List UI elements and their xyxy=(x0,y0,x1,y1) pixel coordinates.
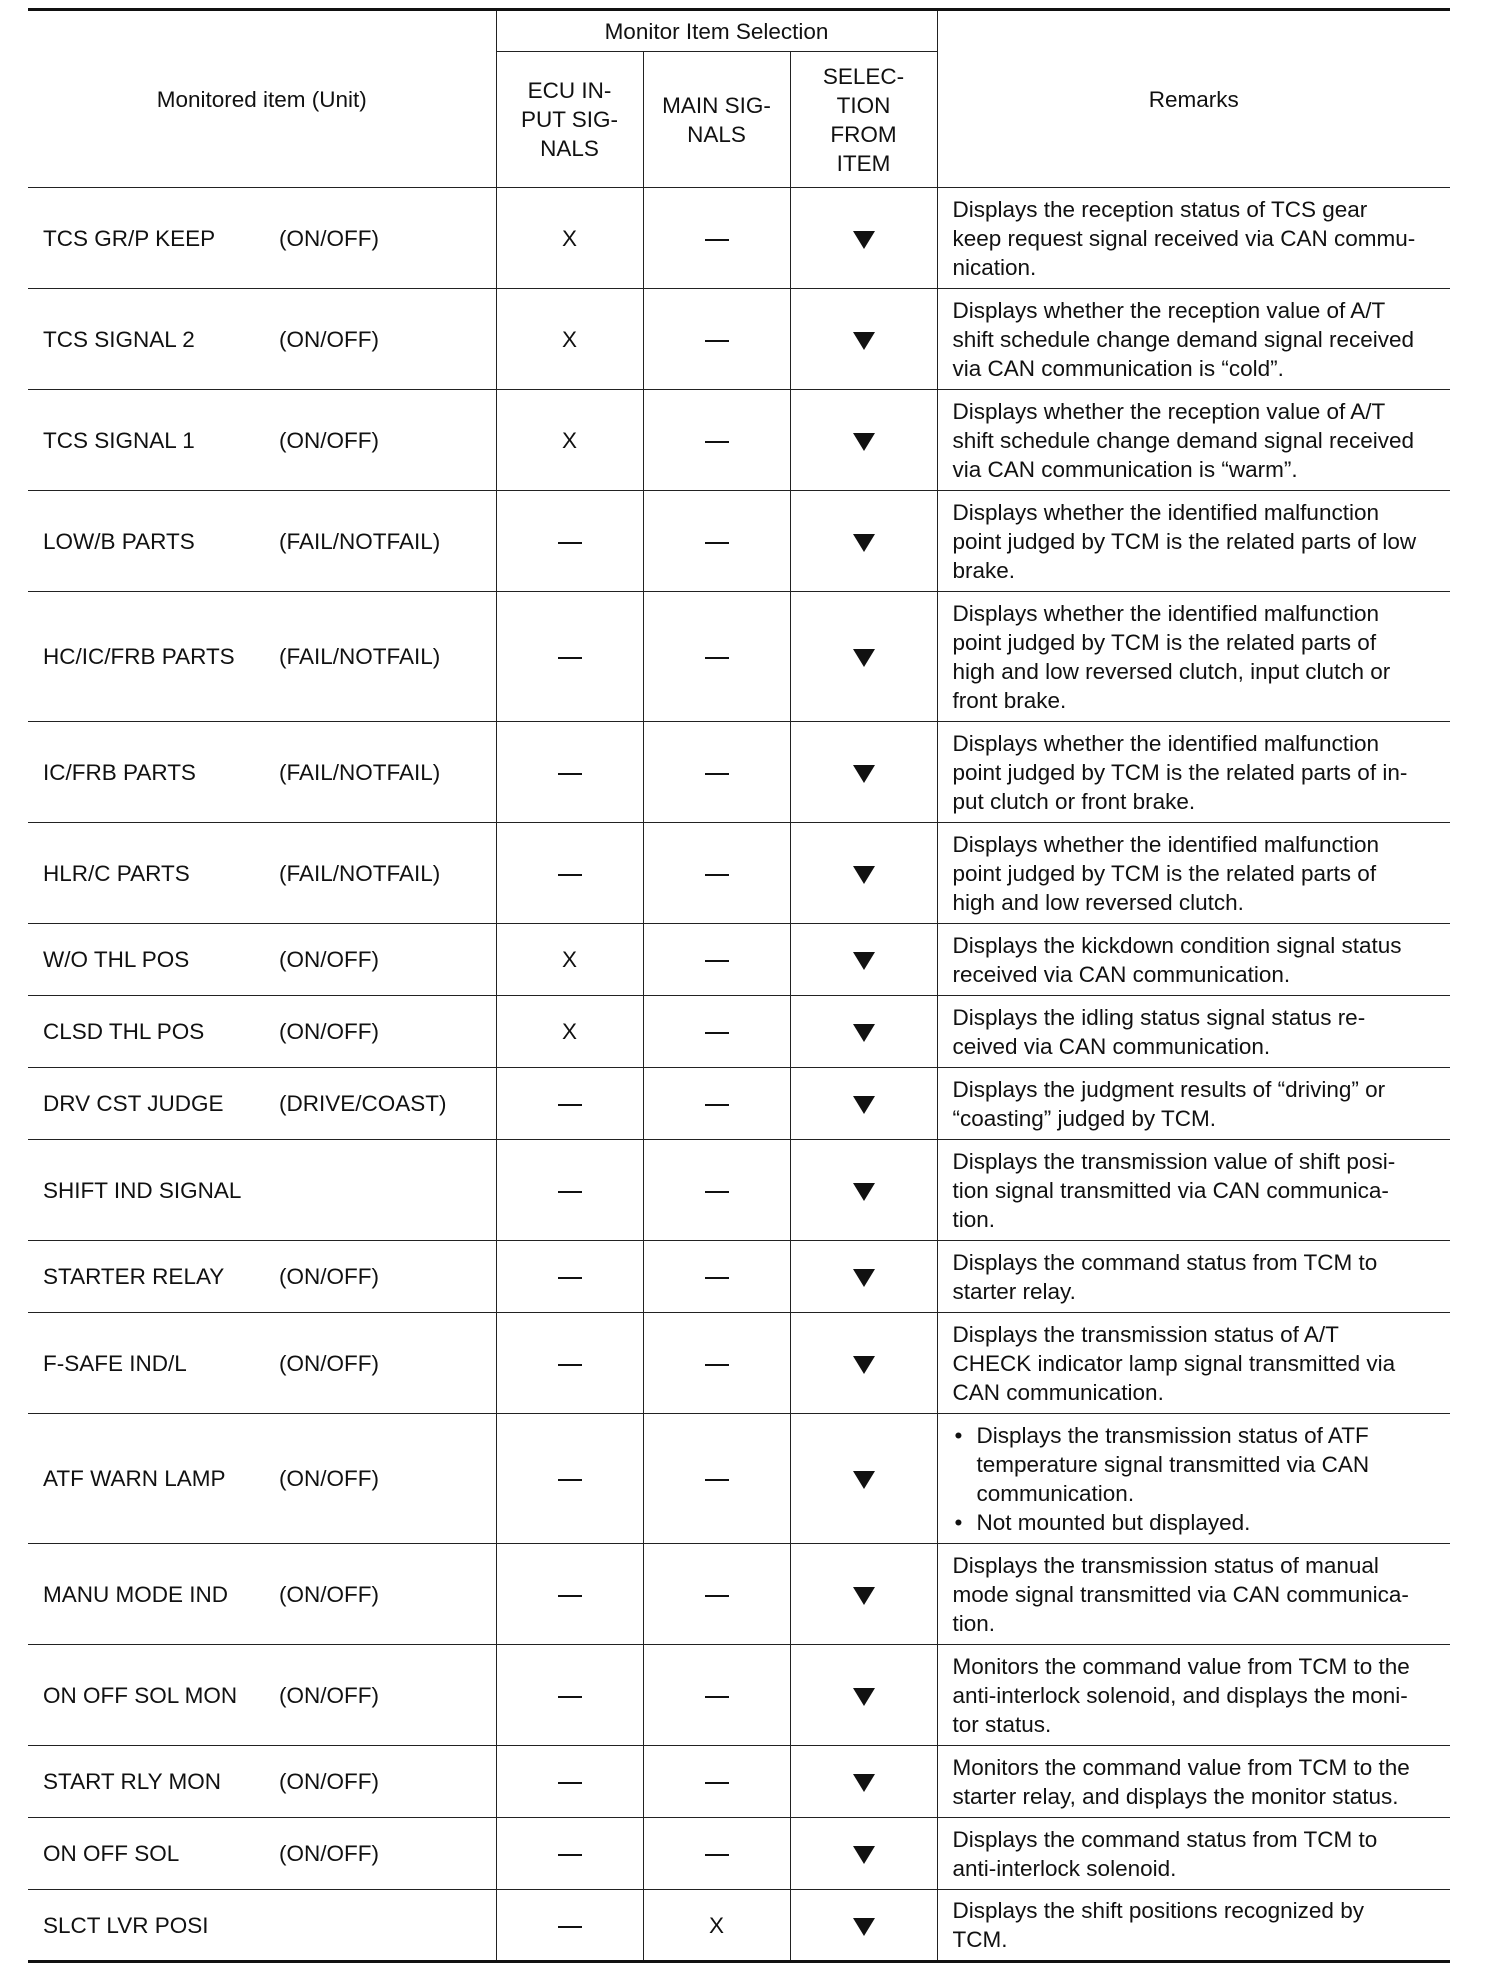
dash-icon xyxy=(705,1595,729,1597)
dash-icon xyxy=(705,1854,729,1856)
main-signal-cell xyxy=(643,1818,790,1890)
dash-icon xyxy=(705,1364,729,1366)
remarks-line: point judged by TCM is the related parts of xyxy=(952,629,1377,655)
remarks-bullet: • Displays the transmission status of ATF temperature signal transmitted via CAN communication. xyxy=(953,1421,1439,1508)
header-line: ECU IN- xyxy=(527,78,612,103)
remarks-cell xyxy=(937,1544,1450,1645)
remarks-line: nication. xyxy=(952,254,1037,280)
ecu-input-cell xyxy=(496,1241,643,1313)
dash-icon xyxy=(558,1104,582,1106)
item-name: CLSD THL POS xyxy=(43,1019,205,1044)
selection-cell xyxy=(790,924,937,996)
remarks-cell xyxy=(937,1068,1450,1140)
remarks-line: Displays the command status from TCM to xyxy=(952,1249,1378,1275)
item-name: W/O THL POS xyxy=(43,947,190,972)
monitored-item-cell xyxy=(28,996,496,1068)
table-row xyxy=(28,188,1450,289)
triangle-down-icon xyxy=(853,952,875,970)
item-unit: (FAIL/NOTFAIL) xyxy=(279,860,441,886)
triangle-down-icon xyxy=(853,1774,875,1792)
table-row xyxy=(28,1140,1450,1241)
selection-cell xyxy=(790,722,937,823)
item-name: TCS SIGNAL 1 xyxy=(43,427,195,453)
main-signal-cell xyxy=(643,722,790,823)
main-signal-cell xyxy=(643,996,790,1068)
dash-icon xyxy=(705,1191,729,1193)
remarks-cell xyxy=(937,1241,1450,1313)
item-unit: (ON/OFF) xyxy=(279,1019,379,1044)
remarks-cell xyxy=(937,722,1450,823)
table-row xyxy=(28,1544,1450,1645)
ecu-input-cell xyxy=(496,1746,643,1818)
monitored-item-cell xyxy=(28,289,496,390)
item-unit: (ON/OFF) xyxy=(279,1841,379,1866)
dash-icon xyxy=(705,960,729,962)
selection-cell xyxy=(790,1890,937,1962)
remarks-line: anti-interlock solenoid. xyxy=(952,1855,1177,1881)
remarks-line: Displays the transmission status of manual xyxy=(952,1552,1379,1578)
remarks-line: Displays whether the reception value of A/T xyxy=(952,297,1386,323)
remarks-line: Displays the shift positions recognized by xyxy=(952,1898,1364,1923)
item-unit: (FAIL/NOTFAIL) xyxy=(279,759,441,785)
remarks-line: Displays whether the identified malfunction xyxy=(952,600,1379,626)
selection-cell xyxy=(790,1645,937,1746)
dash-icon xyxy=(705,1479,729,1481)
mark-x: X xyxy=(561,947,577,972)
header-monitored-item: Monitored item (Unit) xyxy=(28,10,496,188)
dash-icon xyxy=(705,542,729,544)
triangle-down-icon xyxy=(853,534,875,552)
monitored-item-cell xyxy=(28,823,496,924)
remarks-cell xyxy=(937,592,1450,722)
mark-x: X xyxy=(561,225,577,251)
remarks-list xyxy=(953,1421,1439,1537)
dash-icon xyxy=(705,239,729,241)
dash-icon xyxy=(558,1926,582,1928)
ecu-input-cell xyxy=(496,1544,643,1645)
remarks-line: shift schedule change demand signal received xyxy=(952,427,1415,453)
mark-x: X xyxy=(561,1019,577,1044)
header-ecu-input-signals xyxy=(496,52,643,188)
triangle-down-icon xyxy=(853,1587,875,1605)
item-unit: (ON/OFF) xyxy=(279,1769,379,1794)
item-name: TCS SIGNAL 2 xyxy=(43,326,195,352)
remarks-line: Displays the transmission value of shift posi- xyxy=(952,1148,1396,1174)
remarks-line: CAN communication. xyxy=(952,1379,1164,1405)
remarks-line: starter relay. xyxy=(952,1278,1076,1304)
monitored-item-cell xyxy=(28,188,496,289)
remarks-line: put clutch or front brake. xyxy=(952,788,1196,814)
remarks-cell xyxy=(937,924,1450,996)
table-row xyxy=(28,1890,1450,1962)
triangle-down-icon xyxy=(853,332,875,350)
item-unit: (ON/OFF) xyxy=(279,427,379,453)
remarks-line: Displays the idling status signal status re- xyxy=(952,1004,1366,1030)
remarks-line: point judged by TCM is the related parts of in- xyxy=(952,759,1408,785)
ecu-input-cell xyxy=(496,1818,643,1890)
table-row xyxy=(28,823,1450,924)
item-name: IC/FRB PARTS xyxy=(43,759,196,785)
selection-cell xyxy=(790,1313,937,1414)
dash-icon xyxy=(705,1104,729,1106)
remarks-line: via CAN communication is “warm”. xyxy=(952,456,1298,482)
header-selection-from-item xyxy=(790,52,937,188)
dash-icon xyxy=(558,1277,582,1279)
item-name: HLR/C PARTS xyxy=(43,860,190,886)
remarks-cell xyxy=(937,1818,1450,1890)
main-signal-cell xyxy=(643,1241,790,1313)
remarks-cell xyxy=(937,1414,1450,1544)
dash-icon xyxy=(558,1479,582,1481)
remarks-line: anti-interlock solenoid, and displays the moni- xyxy=(952,1682,1408,1708)
remarks-cell xyxy=(937,491,1450,592)
header-line: TION xyxy=(836,92,891,118)
remarks-line: high and low reversed clutch, input clutch or xyxy=(952,658,1391,684)
selection-cell xyxy=(790,1068,937,1140)
selection-cell xyxy=(790,390,937,491)
dash-icon xyxy=(705,340,729,342)
selection-cell xyxy=(790,996,937,1068)
main-signal-cell xyxy=(643,1313,790,1414)
triangle-down-icon xyxy=(853,231,875,249)
remarks-line: Displays whether the identified malfunction xyxy=(952,831,1379,857)
table-row xyxy=(28,722,1450,823)
remarks-cell xyxy=(937,390,1450,491)
main-signal-cell xyxy=(643,1140,790,1241)
selection-cell xyxy=(790,592,937,722)
item-unit: (FAIL/NOTFAIL) xyxy=(279,528,441,554)
item-name: ON OFF SOL MON xyxy=(43,1682,238,1708)
item-unit: (FAIL/NOTFAIL) xyxy=(279,644,441,669)
mark-x: X xyxy=(561,326,577,352)
header-line: MAIN SIG- xyxy=(662,92,771,118)
selection-cell xyxy=(790,289,937,390)
dash-icon xyxy=(705,1696,729,1698)
remarks-line: Monitors the command value from TCM to the xyxy=(952,1754,1410,1780)
remarks-cell xyxy=(937,1890,1450,1962)
remarks-line: Displays whether the reception value of A/T xyxy=(952,398,1386,424)
monitored-item-cell xyxy=(28,1544,496,1645)
selection-cell xyxy=(790,1414,937,1544)
remarks-cell xyxy=(937,1313,1450,1414)
ecu-input-cell xyxy=(496,996,643,1068)
ecu-input-cell xyxy=(496,1414,643,1544)
selection-cell xyxy=(790,1818,937,1890)
item-name: DRV CST JUDGE xyxy=(43,1091,224,1116)
monitored-item-cell xyxy=(28,1241,496,1313)
table-body xyxy=(28,188,1450,1962)
remarks-line: Displays the transmission status of A/T xyxy=(952,1321,1339,1347)
main-signal-cell xyxy=(643,1890,790,1962)
main-signal-cell xyxy=(643,1645,790,1746)
remarks-line: front brake. xyxy=(952,687,1067,713)
main-signal-cell xyxy=(643,592,790,722)
item-unit: (ON/OFF) xyxy=(279,326,379,352)
dash-icon xyxy=(558,1595,582,1597)
selection-cell xyxy=(790,1140,937,1241)
main-signal-cell xyxy=(643,390,790,491)
table-row xyxy=(28,1068,1450,1140)
remarks-line: ceived via CAN communication. xyxy=(952,1033,1271,1059)
remarks-line: keep request signal received via CAN commu- xyxy=(952,225,1416,251)
ecu-input-cell xyxy=(496,1068,643,1140)
dash-icon xyxy=(705,773,729,775)
remarks-line: point judged by TCM is the related parts of xyxy=(952,860,1377,886)
header-remarks: Remarks xyxy=(937,10,1450,188)
triangle-down-icon xyxy=(853,1183,875,1201)
header-line: PUT SIG- xyxy=(520,107,619,132)
table-row xyxy=(28,1746,1450,1818)
main-signal-cell xyxy=(643,491,790,592)
triangle-down-icon xyxy=(853,1846,875,1864)
item-unit: (ON/OFF) xyxy=(279,1350,379,1376)
item-name: MANU MODE IND xyxy=(43,1581,228,1607)
table-row xyxy=(28,924,1450,996)
ecu-input-cell xyxy=(496,722,643,823)
remarks-line: shift schedule change demand signal received xyxy=(952,326,1415,352)
mark-x: X xyxy=(708,1912,724,1938)
triangle-down-icon xyxy=(853,649,875,667)
header-line: FROM xyxy=(830,121,897,147)
ecu-input-cell xyxy=(496,390,643,491)
dash-icon xyxy=(705,657,729,659)
item-name: LOW/B PARTS xyxy=(43,528,195,554)
table-row xyxy=(28,491,1450,592)
remarks-line: Displays the command status from TCM to xyxy=(952,1826,1378,1852)
header-monitor-item-selection: Monitor Item Selection xyxy=(496,10,937,52)
remarks-cell xyxy=(937,1746,1450,1818)
remarks-line: “coasting” judged by TCM. xyxy=(952,1105,1216,1131)
ecu-input-cell xyxy=(496,188,643,289)
main-signal-cell xyxy=(643,1746,790,1818)
triangle-down-icon xyxy=(853,765,875,783)
triangle-down-icon xyxy=(853,1688,875,1706)
main-signal-cell xyxy=(643,289,790,390)
remarks-line: tor status. xyxy=(952,1711,1052,1737)
monitored-item-cell xyxy=(28,722,496,823)
item-unit: (DRIVE/COAST) xyxy=(279,1091,447,1116)
item-unit: (ON/OFF) xyxy=(279,225,379,251)
remarks-line: tion. xyxy=(952,1610,996,1636)
item-unit: (ON/OFF) xyxy=(279,1581,379,1607)
monitored-item-cell xyxy=(28,1313,496,1414)
monitored-item-cell xyxy=(28,1414,496,1544)
remarks-line: brake. xyxy=(952,557,1016,583)
dash-icon xyxy=(558,1854,582,1856)
ecu-input-cell xyxy=(496,1140,643,1241)
main-signal-cell xyxy=(643,1544,790,1645)
ecu-input-cell xyxy=(496,924,643,996)
monitored-item-cell xyxy=(28,1645,496,1746)
remarks-cell xyxy=(937,289,1450,390)
table-row xyxy=(28,390,1450,491)
remarks-line: point judged by TCM is the related parts of low xyxy=(952,528,1417,554)
item-unit: (ON/OFF) xyxy=(279,1466,379,1491)
triangle-down-icon xyxy=(853,433,875,451)
main-signal-cell xyxy=(643,188,790,289)
ecu-input-cell xyxy=(496,1645,643,1746)
selection-cell xyxy=(790,188,937,289)
item-name: HC/IC/FRB PARTS xyxy=(43,644,235,669)
monitored-item-cell xyxy=(28,1890,496,1962)
dash-icon xyxy=(705,874,729,876)
remarks-line: CHECK indicator lamp signal transmitted via xyxy=(952,1350,1396,1376)
remarks-cell xyxy=(937,823,1450,924)
ecu-input-cell xyxy=(496,289,643,390)
header-line: ITEM xyxy=(836,150,891,176)
remarks-line: Displays whether the identified malfunction xyxy=(952,730,1379,756)
dash-icon xyxy=(558,657,582,659)
header-line: NALS xyxy=(687,121,746,147)
remarks-bullet: • Not mounted but displayed. xyxy=(953,1508,1439,1537)
remarks-line: received via CAN communication. xyxy=(952,961,1291,987)
remarks-cell xyxy=(937,1645,1450,1746)
table-row xyxy=(28,1818,1450,1890)
header-line: NALS xyxy=(540,136,599,161)
monitored-item-cell xyxy=(28,390,496,491)
remarks-line: tion. xyxy=(952,1206,996,1232)
table-row xyxy=(28,1313,1450,1414)
dash-icon xyxy=(558,874,582,876)
table-row xyxy=(28,1241,1450,1313)
selection-cell xyxy=(790,1241,937,1313)
remarks-line: starter relay, and displays the monitor status. xyxy=(952,1783,1399,1809)
remarks-line: Displays whether the identified malfunction xyxy=(952,499,1379,525)
selection-cell xyxy=(790,1746,937,1818)
mark-x: X xyxy=(561,427,577,453)
monitored-item-cell xyxy=(28,924,496,996)
remarks-line: tion signal transmitted via CAN communica- xyxy=(952,1177,1389,1203)
item-name: ON OFF SOL xyxy=(43,1841,180,1866)
triangle-down-icon xyxy=(853,1096,875,1114)
dash-icon xyxy=(558,542,582,544)
monitored-item-cell xyxy=(28,1746,496,1818)
triangle-down-icon xyxy=(853,866,875,884)
table-row xyxy=(28,996,1450,1068)
table-row xyxy=(28,592,1450,722)
monitored-item-cell xyxy=(28,1068,496,1140)
triangle-down-icon xyxy=(853,1269,875,1287)
triangle-down-icon xyxy=(853,1471,875,1489)
remarks-line: Displays the judgment results of “driving” or xyxy=(952,1076,1386,1102)
remarks-line: via CAN communication is “cold”. xyxy=(952,355,1284,381)
item-name: SLCT LVR POSI xyxy=(43,1912,209,1938)
ecu-input-cell xyxy=(496,1313,643,1414)
dash-icon xyxy=(558,1364,582,1366)
remarks-line: TCM. xyxy=(952,1927,1008,1952)
item-unit: (ON/OFF) xyxy=(279,947,379,972)
dash-icon xyxy=(705,1277,729,1279)
remarks-cell xyxy=(937,1140,1450,1241)
dash-icon xyxy=(558,1782,582,1784)
item-name: STARTER RELAY xyxy=(43,1264,225,1289)
selection-cell xyxy=(790,1544,937,1645)
ecu-input-cell xyxy=(496,823,643,924)
triangle-down-icon xyxy=(853,1024,875,1042)
item-name: F-SAFE IND/L xyxy=(43,1350,187,1376)
item-name: TCS GR/P KEEP xyxy=(43,225,216,251)
dash-icon xyxy=(558,773,582,775)
item-unit: (ON/OFF) xyxy=(279,1682,379,1708)
selection-cell xyxy=(790,823,937,924)
item-name: SHIFT IND SIGNAL xyxy=(43,1177,242,1203)
monitored-item-cell xyxy=(28,592,496,722)
ecu-input-cell xyxy=(496,491,643,592)
table-row xyxy=(28,289,1450,390)
remarks-line: Monitors the command value from TCM to the xyxy=(952,1653,1410,1679)
remarks-cell xyxy=(937,188,1450,289)
header-line: SELEC- xyxy=(822,63,905,89)
selection-cell xyxy=(790,491,937,592)
dash-icon xyxy=(558,1696,582,1698)
dash-icon xyxy=(705,441,729,443)
dash-icon xyxy=(705,1782,729,1784)
dash-icon xyxy=(558,1191,582,1193)
main-signal-cell xyxy=(643,924,790,996)
header-main-signals xyxy=(643,52,790,188)
main-signal-cell xyxy=(643,1414,790,1544)
item-unit: (ON/OFF) xyxy=(279,1264,379,1289)
item-name: ATF WARN LAMP xyxy=(43,1466,226,1491)
triangle-down-icon xyxy=(853,1918,875,1936)
table-row xyxy=(28,1645,1450,1746)
remarks-line: high and low reversed clutch. xyxy=(952,889,1244,915)
monitor-item-table xyxy=(28,8,1450,1963)
monitored-item-cell xyxy=(28,1140,496,1241)
main-signal-cell xyxy=(643,1068,790,1140)
monitored-item-cell xyxy=(28,1818,496,1890)
item-name: START RLY MON xyxy=(43,1769,221,1794)
remarks-line: mode signal transmitted via CAN communica- xyxy=(952,1581,1409,1607)
remarks-cell xyxy=(937,996,1450,1068)
main-signal-cell xyxy=(643,823,790,924)
table-row xyxy=(28,1414,1450,1544)
triangle-down-icon xyxy=(853,1356,875,1374)
ecu-input-cell xyxy=(496,1890,643,1962)
ecu-input-cell xyxy=(496,592,643,722)
dash-icon xyxy=(705,1032,729,1034)
remarks-line: Displays the reception status of TCS gear xyxy=(952,196,1368,222)
remarks-line: Displays the kickdown condition signal status xyxy=(952,932,1402,958)
monitored-item-cell xyxy=(28,491,496,592)
